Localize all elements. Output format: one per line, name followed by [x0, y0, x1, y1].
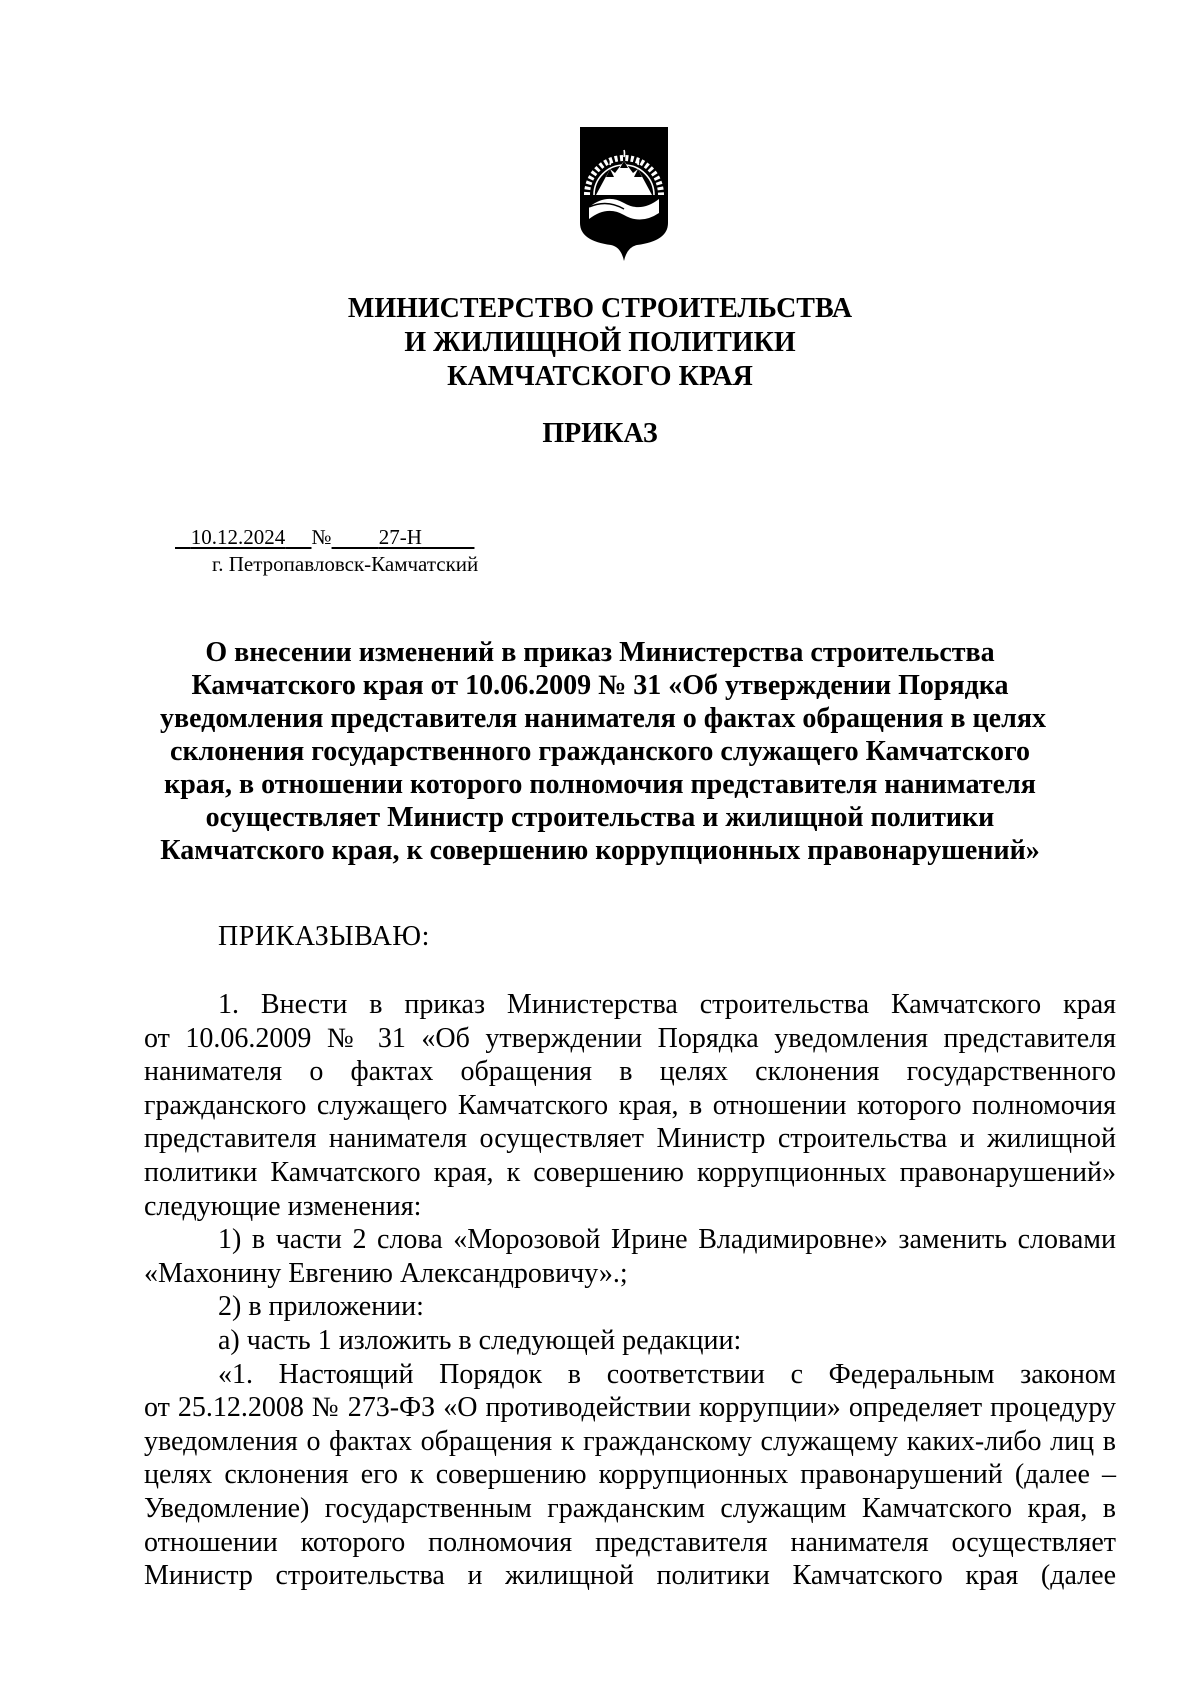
body-line: Уведомление) государственным гражданским служащим Камчатского края, в	[144, 1492, 1116, 1524]
coat-of-arms-icon	[577, 123, 671, 263]
body-line: 1) в части 2 слова «Морозовой Ирине Владимировне» заменить словами	[218, 1224, 1116, 1256]
body-line: от 10.06.2009 № 31 «Об утверждении Порядка уведомления представителя	[144, 1022, 1116, 1054]
body-line: гражданского служащего Камчатского края, в отношении которого полномочия	[144, 1089, 1116, 1121]
order-command: ПРИКАЗЫВАЮ:	[218, 921, 430, 952]
ministry-name-line: И ЖИЛИЩНОЙ ПОЛИТИКИ	[404, 327, 796, 358]
body-line: представителя нанимателя осуществляет Министр строительства и жилищной	[144, 1123, 1116, 1155]
body-line: нанимателя о фактах обращения в целях склонения государственного	[144, 1056, 1116, 1088]
body-line: 1. Внести в приказ Министерства строительства Камчатского края	[218, 989, 1116, 1020]
body-line: «Махонину Евгению Александровичу».;	[144, 1257, 628, 1289]
order-number: 27-Н	[378, 525, 422, 549]
ministry-name-line: КАМЧАТСКОГО КРАЯ	[447, 361, 753, 392]
body-line: от 25.12.2008 № 273-ФЗ «О противодействии коррупции» определяет процедуру	[144, 1392, 1116, 1424]
subject-line: Камчатского края, к совершению коррупционных правонарушений»	[160, 835, 1040, 866]
subject-line: Камчатского края от 10.06.2009 № 31 «Об утверждении Порядка	[191, 670, 1009, 701]
body-line: политики Камчатского края, к совершению коррупционных правонарушений»	[144, 1156, 1116, 1188]
order-date-number	[175, 524, 474, 550]
body-line: 2) в приложении:	[218, 1291, 424, 1323]
subject-line: осуществляет Министр строительства и жилищной политики	[205, 802, 995, 833]
order-date: 10.12.2024	[190, 525, 286, 549]
body-line: Министр строительства и жилищной политики Камчатского края (далее	[144, 1560, 1116, 1592]
body-line: отношении которого полномочия представителя нанимателя осуществляет	[144, 1526, 1116, 1558]
body-line: «1. Настоящий Порядок в соответствии с Федеральным законом	[218, 1358, 1116, 1390]
body-line: уведомления о фактах обращения к гражданскому служащему каких-либо лиц в	[144, 1425, 1116, 1457]
body-line: а) часть 1 изложить в следующей редакции:	[218, 1324, 742, 1356]
order-subject	[160, 636, 1046, 867]
body-line: следующие изменения:	[144, 1190, 422, 1222]
order-city: г. Петропавловск-Камчатский	[212, 552, 479, 576]
ministry-name-line: МИНИСТЕРСТВО СТРОИТЕЛЬСТВА	[347, 293, 853, 324]
number-sign: №	[311, 525, 332, 549]
subject-line: уведомления представителя нанимателя о фактах обращения в целях	[160, 703, 1046, 734]
body-line: целях склонения его к совершению коррупционных правонарушений (далее –	[144, 1459, 1116, 1491]
subject-line: склонения государственного гражданского служащего Камчатского	[170, 736, 1030, 767]
subject-line: края, в отношении которого полномочия представителя нанимателя	[164, 769, 1036, 800]
order-body	[144, 988, 1116, 1593]
ministry-name	[0, 292, 1200, 394]
order-title: ПРИКАЗ	[542, 418, 658, 449]
subject-line: О внесении изменений в приказ Министерства строительства	[205, 637, 995, 668]
